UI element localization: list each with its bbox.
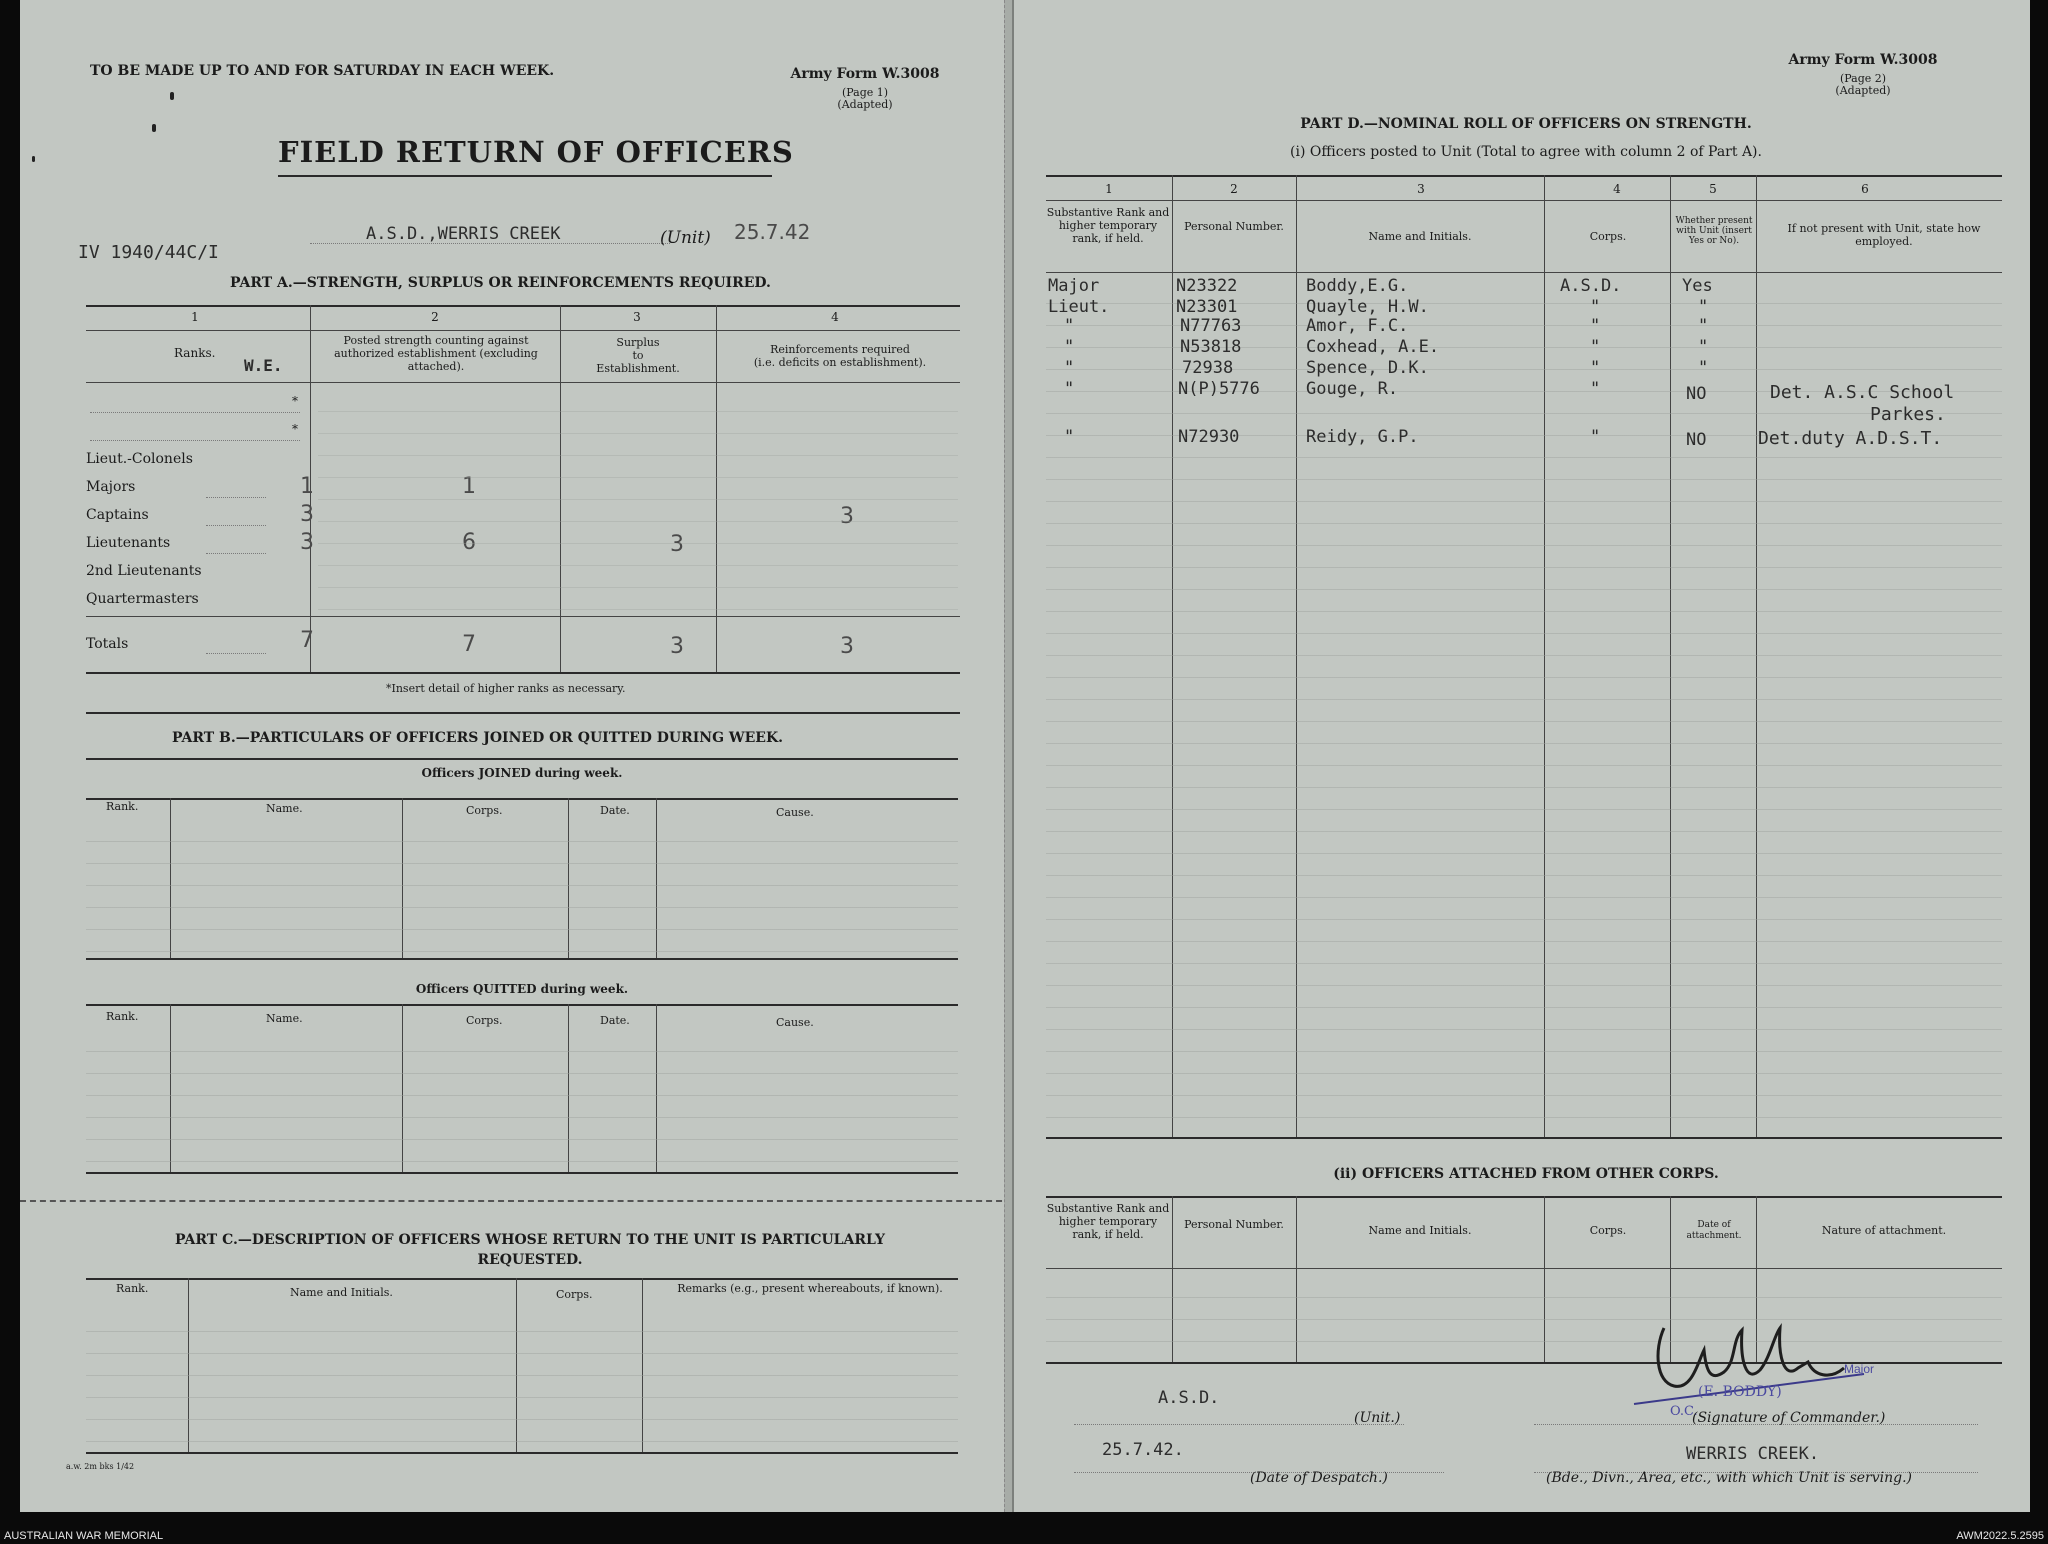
star-dotted-line <box>90 412 300 413</box>
quitted-col-corps: Corps. <box>466 1014 503 1027</box>
col-num: 4 <box>831 310 839 324</box>
ruled-lines <box>86 1030 958 1170</box>
col-num: 3 <box>633 310 641 324</box>
part-a-note-rule <box>86 712 960 714</box>
part-c-col-corps: Corps. <box>556 1288 593 1301</box>
quitted-bottom-rule <box>86 1172 958 1174</box>
stamp-name: (E. BODDY) <box>1698 1384 1782 1400</box>
page-title: FIELD RETURN OF OFFICERS <box>278 135 794 169</box>
form-adapted: (Adapted) <box>837 98 893 111</box>
roll-name: Spence, D.K. <box>1306 358 1429 378</box>
header-ranks: Ranks. <box>174 346 216 360</box>
roll-present: Yes <box>1682 276 1713 296</box>
posted-lieutenants: 6 <box>462 530 476 555</box>
part-c-col-remarks: Remarks (e.g., present whereabouts, if known). <box>677 1282 943 1295</box>
header-we: W.E. <box>244 356 283 375</box>
roll-corps: " <box>1590 316 1601 336</box>
attached-header-date: Date of attachment. <box>1686 1220 1742 1241</box>
roll-present: NO <box>1686 384 1707 404</box>
attached-head-rule <box>1046 1268 2002 1269</box>
part-d-subtitle: (i) Officers posted to Unit (Total to agree with column 2 of Part A). <box>1290 144 1762 160</box>
header-surplus-2: to <box>632 349 644 362</box>
roll-name: Coxhead, A.E. <box>1306 337 1440 357</box>
part-b-title: PART B.—PARTICULARS OF OFFICERS JOINED OR QUITTED DURING WEEK. <box>172 730 784 746</box>
roll-name: Boddy,E.G. <box>1306 276 1409 296</box>
part-d-top-rule <box>1046 175 2002 177</box>
punch-mark <box>170 92 174 100</box>
roll-number: N53818 <box>1180 337 1242 357</box>
part-d-num-rule <box>1046 200 2002 201</box>
part-c-title-2: REQUESTED. <box>477 1252 583 1268</box>
leader-dots <box>206 497 266 498</box>
part-a-top-rule <box>86 305 960 307</box>
part-c-col-rank: Rank. <box>116 1282 149 1295</box>
unit-dotted-line <box>310 243 670 244</box>
part-a-title: PART A.—STRENGTH, SURPLUS OR REINFORCEMENTS REQUIRED. <box>230 275 771 291</box>
part-c-title-1: PART C.—DESCRIPTION OF OFFICERS WHOSE RETURN TO THE UNIT IS PARTICULARLY <box>175 1232 885 1248</box>
quitted-heading: Officers QUITTED during week. <box>415 982 629 996</box>
leader-dots <box>206 525 266 526</box>
part-c-col-name: Name and Initials. <box>290 1286 393 1299</box>
roll-number: N23322 <box>1176 276 1238 296</box>
we-total: 7 <box>300 628 314 653</box>
part-d-bottom-rule <box>1046 1137 2002 1139</box>
roll-present: " <box>1698 297 1709 317</box>
star-mark: * <box>292 394 298 408</box>
part-c-top-rule <box>86 1278 958 1280</box>
location-value: WERRIS CREEK. <box>1686 1444 1820 1464</box>
we-captains: 3 <box>300 502 314 527</box>
header-employed: If not present with Unit, state how employed. <box>1787 222 1981 248</box>
left-page <box>20 0 1012 1512</box>
roll-corps: " <box>1590 427 1601 447</box>
punch-mark <box>32 156 35 162</box>
part-a-note: *Insert detail of higher ranks as necessary. <box>386 682 626 695</box>
header-name: Name and Initials. <box>1368 230 1472 243</box>
roll-rank: " <box>1064 316 1075 336</box>
attached-header-number: Personal Number. <box>1184 1218 1284 1231</box>
col-num: 6 <box>1861 182 1869 196</box>
roll-number: N(P)5776 <box>1178 379 1260 399</box>
part-b-top-rule <box>86 758 958 760</box>
header-number: Personal Number. <box>1184 220 1284 233</box>
reinf-captains: 3 <box>840 504 854 529</box>
location-label: (Bde., Divn., Area, etc., with which Unit is serving.) <box>1546 1470 1913 1486</box>
roll-rank: " <box>1064 379 1075 399</box>
attached-heading: (ii) OFFICERS ATTACHED FROM OTHER CORPS. <box>1333 1166 1719 1182</box>
joined-heading: Officers JOINED during week. <box>421 766 623 780</box>
unit-label: (Unit.) <box>1354 1410 1401 1426</box>
posted-total: 7 <box>462 632 476 657</box>
joined-rule <box>86 798 958 800</box>
stamp-oc: O.C. <box>1670 1404 1698 1419</box>
posted-majors: 1 <box>462 474 476 499</box>
form-page: (Page 2) <box>1839 72 1887 85</box>
attached-top-rule <box>1046 1196 2002 1198</box>
quitted-col-rank: Rank. <box>106 1010 139 1023</box>
roll-rank: Lieut. <box>1048 297 1110 317</box>
joined-col-rank: Rank. <box>106 800 139 813</box>
roll-corps: A.S.D. <box>1560 276 1622 296</box>
col-num: 3 <box>1417 182 1425 196</box>
star-mark: * <box>292 422 298 436</box>
we-lieutenants: 3 <box>300 530 314 555</box>
form-number: Army Form W.3008 <box>1788 52 1938 68</box>
surplus-lieutenants: 3 <box>670 532 684 557</box>
quitted-rule <box>86 1004 958 1006</box>
leader-dots <box>206 553 266 554</box>
quitted-col-cause: Cause. <box>776 1016 814 1029</box>
totals-label: Totals <box>86 636 129 652</box>
part-c-bottom-rule <box>86 1452 958 1454</box>
col-num: 4 <box>1613 182 1621 196</box>
title-underline <box>278 175 772 177</box>
despatch-date: 25.7.42. <box>1102 1440 1184 1460</box>
joined-col-cause: Cause. <box>776 806 814 819</box>
roll-employed: Det. A.S.C School <box>1770 382 1955 403</box>
roll-employed: Det.duty A.D.S.T. <box>1758 428 1943 449</box>
quitted-col-name: Name. <box>266 1012 303 1025</box>
part-a-bottom-rule <box>86 672 960 674</box>
roll-number: N77763 <box>1180 316 1242 336</box>
despatch-label: (Date of Despatch.) <box>1250 1470 1388 1486</box>
joined-bottom-rule <box>86 958 958 960</box>
part-a-totals-rule <box>86 616 960 617</box>
quitted-col-date: Date. <box>600 1014 630 1027</box>
header-surplus-3: Establishment. <box>596 362 680 375</box>
header-corps: Corps. <box>1589 230 1627 243</box>
roll-corps: " <box>1590 337 1601 357</box>
unit-value: A.S.D.,WERRIS CREEK <box>366 224 561 244</box>
header-reinf-1: Reinforcements required <box>770 343 910 356</box>
roll-name: Reidy, G.P. <box>1306 427 1419 447</box>
roll-corps: " <box>1590 379 1601 399</box>
unit-value: A.S.D. <box>1158 1388 1220 1408</box>
roll-corps: " <box>1590 297 1601 317</box>
ruled-lines <box>86 1310 958 1450</box>
rank-lieut-colonels: Lieut.-Colonels <box>86 451 193 467</box>
roll-rank: " <box>1064 337 1075 357</box>
roll-number: N72930 <box>1178 427 1240 447</box>
roll-present: " <box>1698 316 1709 336</box>
leader-dots <box>206 653 266 654</box>
roll-name: Quayle, H.W. <box>1306 297 1429 317</box>
punch-mark <box>152 124 156 132</box>
col-num: 1 <box>191 310 199 324</box>
roll-present: " <box>1698 358 1709 378</box>
roll-number: 72938 <box>1182 358 1234 378</box>
return-date: 25.7.42 <box>734 220 811 244</box>
header-present: Whether present with Unit (insert Yes or No). <box>1675 216 1753 246</box>
roll-present: NO <box>1686 430 1707 450</box>
col-num: 2 <box>1230 182 1238 196</box>
footer-left: AUSTRALIAN WAR MEMORIAL <box>4 1530 164 1542</box>
rank-captains: Captains <box>86 507 149 523</box>
rank-2nd-lieutenants: 2nd Lieutenants <box>86 563 202 579</box>
attached-header-rank: Substantive Rank and higher temporary rank, if held. <box>1046 1202 1170 1241</box>
reinf-total: 3 <box>840 634 854 659</box>
roll-rank: " <box>1064 427 1075 447</box>
attached-header-corps: Corps. <box>1589 1224 1627 1237</box>
roll-name: Gouge, R. <box>1306 379 1399 399</box>
roll-employed: Parkes. <box>1870 404 1946 425</box>
joined-col-name: Name. <box>266 802 303 815</box>
ruled-lines <box>86 820 958 956</box>
roll-present: " <box>1698 337 1709 357</box>
roll-rank: Major <box>1048 276 1100 296</box>
form-number: Army Form W.3008 <box>790 66 940 82</box>
perforation-line <box>20 1200 1012 1202</box>
attached-header-nature: Nature of attachment. <box>1821 1224 1947 1237</box>
instruction: TO BE MADE UP TO AND FOR SATURDAY IN EACH WEEK. <box>90 63 555 79</box>
form-page: (Page 1) <box>841 86 889 99</box>
print-code: a.w. 2m bks 1/42 <box>66 1462 135 1471</box>
ruled-lines <box>318 390 958 615</box>
joined-col-date: Date. <box>600 804 630 817</box>
roll-corps: " <box>1590 358 1601 378</box>
form-adapted: (Adapted) <box>1835 84 1891 97</box>
header-posted: Posted strength counting against authorized establishment (excluding attached). <box>334 334 538 373</box>
stamp-rank: Major <box>1844 1362 1875 1376</box>
header-reinf-2: (i.e. deficits on establishment). <box>753 356 927 369</box>
part-d-title: PART D.—NOMINAL ROLL OF OFFICERS ON STRENGTH. <box>1300 116 1752 132</box>
ruled-lines <box>1046 282 2002 1136</box>
col-num: 5 <box>1709 182 1717 196</box>
attached-header-name: Name and Initials. <box>1368 1224 1472 1237</box>
footer-right: AWM2022.5.2595 <box>1956 1530 2044 1542</box>
unit-label: (Unit) <box>660 228 711 248</box>
star-dotted-line <box>90 440 300 441</box>
roll-rank: " <box>1064 358 1075 378</box>
part-a-head-rule <box>86 382 960 383</box>
signature-label: (Signature of Commander.) <box>1692 1410 1886 1426</box>
part-d-head-rule <box>1046 272 2002 273</box>
header-surplus-1: Surplus <box>616 336 660 349</box>
roll-name: Amor, F.C. <box>1306 316 1409 336</box>
we-majors: 1 <box>300 474 314 499</box>
header-rank: Substantive Rank and higher temporary rank, if held. <box>1046 206 1170 245</box>
roll-number: N23301 <box>1176 297 1238 317</box>
rank-majors: Majors <box>86 479 136 495</box>
file-reference: IV 1940/44C/I <box>78 242 219 263</box>
rank-quartermasters: Quartermasters <box>86 591 199 607</box>
col-num: 1 <box>1105 182 1113 196</box>
surplus-total: 3 <box>670 634 684 659</box>
right-page <box>1012 0 2030 1512</box>
col-num: 2 <box>431 310 439 324</box>
joined-col-corps: Corps. <box>466 804 503 817</box>
part-a-num-rule <box>86 330 960 331</box>
rank-lieutenants: Lieutenants <box>86 535 171 551</box>
